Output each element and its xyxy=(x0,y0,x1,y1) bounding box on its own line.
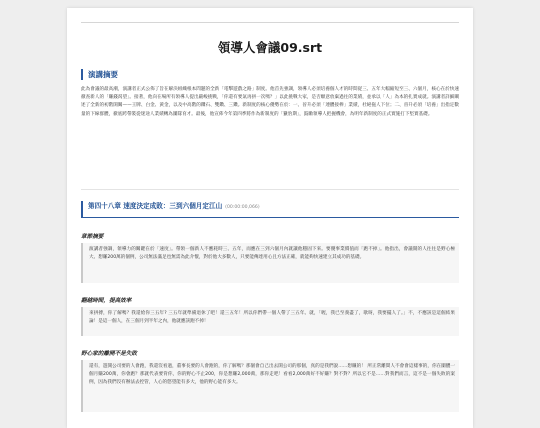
ambition-heading: 野心家的離開不是失敗 xyxy=(81,351,137,357)
summary-paragraph: 此為會議的最高潮，演講者正式公佈了旨在解決組織根本問題的全新「電擊遊戲之路」制度。他首先強調，領導人必須培養個人才的時間從三、五年大幅縮短至三、六個月，核心在於快速徹查新人的「賺錢渴望」。接著，他向在場所有領導人提出嚴峻挑戰，「你還有要氣再拼一次嗎？」以此挑戰大家，是否願意放棄過往的業績，並承以「人」為本的扎實成就。演講者詳細闡述了全新的初階開關——王牌、白金、黃金，以及中高階的鑽石、雙鑽、三鑽。新制度的核心優勢在於：一、晉升必須「連體接棒」業績，杜絕拖人下位；二、晉升必須「培養」出指定數量的下線群體，徹底跨帶裝從迷途人業績轉為團隊育才。最後，他宣佈今年第四季將作為新制度的「獵豹期」，鼓勵領導人把握機會，為明年新制度的正式實施打下堅實基礎。 xyxy=(81,87,459,117)
top-divider xyxy=(81,22,459,23)
ambition-quote: 還有，遊開公司要的人會跑，我還沒看過，董事長要的人會跑的，你了解嗎？那個會自己出去開公司的那個，真的是我們說……想賺的！ 所正常離間人不會會這樣事的，你在團體一個月賺200萬，你會跑？那就代表要背你，你的野心不止200，你是想賺2,000萬，那你走吧！看看2,000萬好不好賺？對不對？所以它不是……對我們而言，這不是一個失敗的案例，因為我們沒有辦法去控管，人心的慾望能有多大，他的野心能有多大。 xyxy=(81,360,459,412)
time-efficiency-heading: 翻越時間，提高效率 xyxy=(81,298,132,304)
chapter-timestamp: (00:00:00,066) xyxy=(225,205,260,210)
chapter-title: 第四十八章 速度決定成敗：三到六個月定江山 xyxy=(88,202,223,210)
chapter-heading xyxy=(81,201,459,218)
document-title: 領導人會議09.srt xyxy=(217,40,323,55)
time-efficiency-quote: 來拼搏，你了解嗎？我還給你三五年? 三五年就準備退休了吧！還三五年！所以你們帶一個人帶了三五年。就，「喔，我已至義盡了，歇呀，我要擺人了。」不，不應該是這個結果論！是這一個人，在三個月到半年之內，他就應該跑不掉！ xyxy=(81,307,459,336)
summary-heading: 演講摘要 xyxy=(81,69,459,80)
document-page xyxy=(67,8,473,428)
section-divider xyxy=(81,189,459,190)
chapter-summary-block: 演講者強調，領導力的關鍵在於「速度」。帶領一個新人不應耗時三、五年，而應在三到六個月內就讓他穩固下來。要優事業價值而「跑不掉」。他指出，會議開的人往往是野心極大、想賺200萬的個例，公司無法滿足也無需為此介懷，對於他大多數人，只要能傳達用心且方法正確，就能夠快速建立其成功的基礎。 xyxy=(81,243,459,283)
chapter-summary-heading: 章節摘要 xyxy=(81,234,104,240)
